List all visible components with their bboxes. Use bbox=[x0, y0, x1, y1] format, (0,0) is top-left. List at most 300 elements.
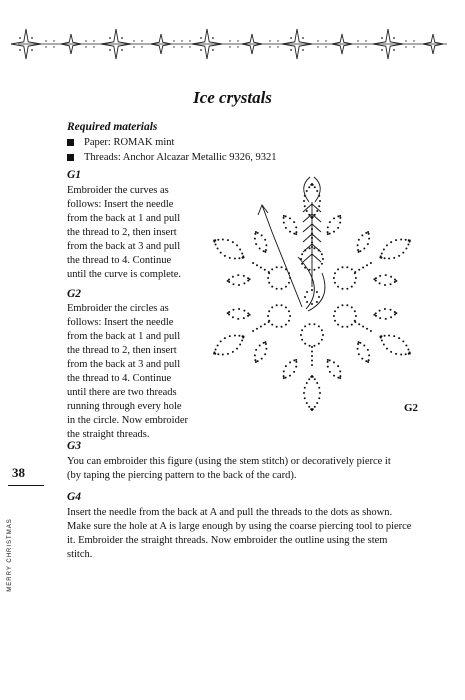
pierce-dot bbox=[354, 282, 356, 284]
border-dot bbox=[365, 46, 366, 47]
pierce-dot bbox=[405, 248, 407, 250]
border-dot bbox=[19, 49, 21, 51]
pierce-dot bbox=[341, 326, 343, 328]
pierce-dot bbox=[285, 377, 287, 379]
pierce-dot bbox=[295, 359, 297, 361]
border-dot bbox=[357, 40, 358, 41]
pierce-dot bbox=[264, 239, 266, 241]
pierce-dot bbox=[329, 221, 331, 223]
pierce-dot bbox=[390, 276, 392, 278]
pierce-dot bbox=[395, 239, 397, 241]
border-dot bbox=[189, 46, 190, 47]
pierce-dot bbox=[289, 315, 291, 317]
pierce-dot bbox=[264, 353, 266, 355]
pierce-dot bbox=[234, 334, 236, 336]
pierce-dot bbox=[333, 231, 335, 233]
pierce-dot bbox=[381, 252, 383, 254]
pierce-dot bbox=[311, 355, 313, 357]
pierce-dot bbox=[402, 252, 404, 254]
pierce-dot bbox=[333, 361, 335, 363]
pierce-dot bbox=[367, 361, 369, 363]
pierce-dot bbox=[318, 267, 320, 269]
pierce-dot bbox=[256, 264, 258, 266]
section-heading-g1: G1 bbox=[67, 169, 82, 181]
border-dot bbox=[45, 40, 46, 41]
section-heading-g2: G2 bbox=[67, 288, 82, 300]
pierce-dot bbox=[333, 277, 335, 279]
pierce-dot bbox=[381, 335, 383, 337]
pierce-dot bbox=[255, 349, 257, 351]
pierce-dot bbox=[237, 274, 239, 276]
pierce-dot bbox=[337, 306, 339, 308]
pierce-dot bbox=[285, 324, 287, 326]
pierce-dot bbox=[227, 353, 229, 355]
pierce-dot bbox=[281, 288, 283, 290]
pierce-dot bbox=[241, 257, 243, 259]
pierce-dot bbox=[341, 304, 343, 306]
pierce-dot bbox=[283, 217, 285, 219]
pierce-dot bbox=[271, 306, 273, 308]
pierce-dot bbox=[311, 360, 313, 362]
pierce-dot bbox=[358, 239, 360, 241]
pierce-dot bbox=[386, 348, 388, 350]
border-dot bbox=[200, 37, 202, 39]
stitched-leaf-curve bbox=[304, 177, 310, 202]
pierce-dot bbox=[341, 288, 343, 290]
pierce-dot bbox=[367, 243, 369, 245]
materials-heading: Required materials bbox=[67, 121, 158, 133]
pierce-dot bbox=[217, 344, 219, 346]
pierce-dot bbox=[243, 310, 245, 312]
pierce-dot bbox=[283, 222, 285, 224]
pierce-dot bbox=[337, 324, 339, 326]
pierce-dot bbox=[304, 296, 306, 298]
pierce-dot bbox=[385, 274, 387, 276]
border-dot bbox=[290, 37, 292, 39]
border-dot bbox=[93, 46, 94, 47]
pierce-dot bbox=[339, 222, 341, 224]
pierce-dot bbox=[236, 244, 238, 246]
pierce-dot bbox=[232, 351, 234, 353]
pierce-dot bbox=[311, 346, 313, 348]
border-dot bbox=[121, 49, 123, 51]
pierce-dot bbox=[217, 248, 219, 250]
pierce-dot bbox=[259, 248, 261, 250]
pierce-dot bbox=[384, 284, 386, 286]
pierce-dot bbox=[318, 343, 320, 345]
pierce-dot bbox=[379, 275, 381, 277]
pierce-dot bbox=[306, 402, 308, 404]
pierce-dot bbox=[232, 283, 234, 285]
pierce-dot bbox=[358, 251, 360, 253]
pierce-dot bbox=[368, 354, 370, 356]
pierce-dot bbox=[363, 248, 365, 250]
pierce-dot bbox=[322, 334, 324, 336]
border-dot bbox=[53, 46, 54, 47]
pierce-dot bbox=[383, 344, 385, 346]
pierce-dot bbox=[393, 335, 395, 337]
pierce-dot bbox=[388, 258, 390, 260]
pierce-dot bbox=[368, 238, 370, 240]
border-dot bbox=[181, 40, 182, 41]
pierce-dot bbox=[321, 263, 323, 265]
pierce-dot bbox=[265, 244, 267, 246]
pierce-dot bbox=[333, 217, 335, 219]
pierce-dot bbox=[268, 271, 270, 273]
section-heading-g3: G3 bbox=[67, 440, 82, 452]
pierce-dot bbox=[285, 286, 287, 288]
pierce-dot bbox=[289, 375, 291, 377]
pierce-dot bbox=[254, 233, 256, 235]
pierce-dot bbox=[337, 227, 339, 229]
pierce-dot bbox=[390, 241, 392, 243]
pierce-dot bbox=[224, 255, 226, 257]
pierce-dot bbox=[309, 323, 311, 325]
pierce-dot bbox=[383, 248, 385, 250]
pierce-dot bbox=[239, 344, 241, 346]
pierce-dot bbox=[333, 375, 335, 377]
section-text-g1: Embroider the curves as follows: Insert the needle from the back at 1 and pull the thread to 2, then insert from the back at 3 and pull the thread to 4. Continue until the curve is complete. bbox=[67, 185, 182, 280]
pierce-dot bbox=[247, 315, 249, 317]
pierce-dot bbox=[232, 241, 234, 243]
material-item-text: Paper: ROMAK mint bbox=[84, 137, 175, 148]
pierce-dot bbox=[285, 306, 287, 308]
pierce-dot bbox=[243, 282, 245, 284]
pierce-dot bbox=[327, 231, 329, 233]
border-dot bbox=[85, 40, 86, 41]
pierce-dot bbox=[271, 324, 273, 326]
border-dot bbox=[237, 40, 238, 41]
pierce-dot bbox=[313, 269, 315, 271]
pierce-dot bbox=[361, 234, 363, 236]
section-text-g3: You can embroider this figure (using the stem stitch) or decoratively pierce it (by taping the piercing pattern to the back of the card). bbox=[67, 456, 391, 481]
pierce-dot bbox=[316, 382, 318, 384]
pierce-dot bbox=[276, 288, 278, 290]
pierce-dot bbox=[333, 315, 335, 317]
pierce-dot bbox=[288, 282, 290, 284]
pierce-dot bbox=[222, 354, 224, 356]
page-number: 38 bbox=[12, 465, 25, 480]
pierce-dot bbox=[260, 267, 262, 269]
pierce-dot bbox=[346, 304, 348, 306]
pierce-dot bbox=[303, 392, 305, 394]
pierce-dot bbox=[281, 266, 283, 268]
border-dot bbox=[229, 46, 230, 47]
pierce-dot bbox=[379, 282, 381, 284]
pierce-dot bbox=[379, 310, 381, 312]
border-dot bbox=[237, 46, 238, 47]
pierce-dot bbox=[355, 277, 357, 279]
ice-crystal-pattern-figure bbox=[210, 172, 435, 422]
pierce-dot bbox=[308, 406, 310, 408]
pierce-dot bbox=[311, 364, 313, 366]
pierce-dot bbox=[285, 227, 287, 229]
pierce-dot bbox=[316, 402, 318, 404]
pierce-dot bbox=[265, 348, 267, 350]
pierce-dot bbox=[267, 315, 269, 317]
pierce-dot bbox=[265, 249, 267, 251]
pierce-dot bbox=[334, 282, 336, 284]
pierce-dot bbox=[311, 351, 313, 353]
pierce-dot bbox=[263, 342, 265, 344]
pierce-dot bbox=[295, 366, 297, 368]
pierce-dot bbox=[351, 268, 353, 270]
border-dot bbox=[357, 46, 358, 47]
pierce-dot bbox=[293, 221, 295, 223]
pierce-dot bbox=[213, 241, 215, 243]
pierce-dot bbox=[276, 326, 278, 328]
pierce-dot bbox=[243, 317, 245, 319]
border-dot bbox=[325, 46, 326, 47]
pierce-dot bbox=[254, 238, 256, 240]
pierce-dot bbox=[318, 325, 320, 327]
pierce-dot bbox=[268, 310, 270, 312]
pierce-dot bbox=[306, 190, 308, 192]
pierce-dot bbox=[390, 316, 392, 318]
pierce-dot bbox=[327, 366, 329, 368]
border-dot bbox=[173, 40, 174, 41]
pierce-dot bbox=[346, 288, 348, 290]
border-dot bbox=[85, 46, 86, 47]
pierce-dot bbox=[220, 252, 222, 254]
pierce-dot bbox=[359, 342, 361, 344]
pierce-dot bbox=[304, 397, 306, 399]
pierce-dot bbox=[238, 284, 240, 286]
pierce-dot bbox=[285, 215, 287, 217]
border-dot bbox=[109, 37, 111, 39]
pierce-dot bbox=[339, 375, 341, 377]
running-head-text: MERRY CHRISTMAS bbox=[7, 518, 13, 592]
pierce-dot bbox=[394, 279, 396, 281]
border-dot bbox=[302, 37, 304, 39]
pierce-dot bbox=[321, 253, 323, 255]
pierce-dot bbox=[398, 337, 400, 339]
border-dot bbox=[181, 46, 182, 47]
pierce-dot bbox=[339, 215, 341, 217]
pierce-dot bbox=[322, 258, 324, 260]
pierce-dot bbox=[363, 344, 365, 346]
pierce-dot bbox=[337, 365, 339, 367]
pierce-dot bbox=[407, 348, 409, 350]
pierce-dot bbox=[334, 310, 336, 312]
pierce-dot bbox=[400, 238, 402, 240]
border-dot bbox=[53, 40, 54, 41]
border-dot bbox=[325, 40, 326, 41]
pierce-dot bbox=[228, 313, 230, 315]
pierce-dot bbox=[289, 231, 291, 233]
border-dot bbox=[212, 37, 214, 39]
pierce-dot bbox=[268, 282, 270, 284]
pierce-dot bbox=[263, 250, 265, 252]
pierce-dot bbox=[357, 244, 359, 246]
pierce-dot bbox=[319, 392, 321, 394]
pierce-dot bbox=[319, 200, 321, 202]
section-heading-g4: G4 bbox=[67, 491, 82, 503]
pierce-dot bbox=[405, 353, 407, 355]
pierce-dot bbox=[327, 361, 329, 363]
pierce-dot bbox=[357, 249, 359, 251]
pierce-dot bbox=[300, 334, 302, 336]
pierce-dot bbox=[310, 184, 312, 186]
pierce-dot bbox=[268, 321, 270, 323]
pierce-dot bbox=[409, 351, 411, 353]
pierce-dot bbox=[346, 266, 348, 268]
pierce-dot bbox=[255, 243, 257, 245]
pierce-dot bbox=[365, 360, 367, 362]
pierce-dot bbox=[354, 310, 356, 312]
pierce-dot bbox=[400, 354, 402, 356]
pierce-dot bbox=[318, 296, 320, 298]
pierce-dot bbox=[243, 275, 245, 277]
pierce-dot bbox=[295, 233, 297, 235]
border-dot bbox=[365, 40, 366, 41]
pierce-dot bbox=[402, 340, 404, 342]
pierce-dot bbox=[301, 339, 303, 341]
pierce-dot bbox=[265, 343, 267, 345]
page-title: Ice crystals bbox=[193, 88, 272, 107]
pierce-dot bbox=[255, 361, 257, 363]
border-dot bbox=[413, 46, 414, 47]
pierce-dot bbox=[358, 341, 360, 343]
pierce-dot bbox=[236, 348, 238, 350]
border-dot bbox=[45, 46, 46, 47]
border-dot bbox=[133, 40, 134, 41]
pierce-dot bbox=[306, 382, 308, 384]
pierce-dot bbox=[318, 205, 320, 207]
border-dot bbox=[189, 40, 190, 41]
pierce-dot bbox=[398, 255, 400, 257]
pierce-dot bbox=[375, 312, 377, 314]
pierce-dot bbox=[289, 361, 291, 363]
pierce-dot bbox=[309, 345, 311, 347]
pierce-dot bbox=[379, 317, 381, 319]
pierce-dot bbox=[257, 232, 259, 234]
material-item bbox=[67, 152, 276, 163]
border-dot bbox=[302, 49, 304, 51]
pierce-dot bbox=[337, 268, 339, 270]
pierce-dot bbox=[304, 343, 306, 345]
pierce-dot bbox=[304, 205, 306, 207]
pierce-dot bbox=[264, 323, 266, 325]
pierce-dot bbox=[283, 370, 285, 372]
pierce-dot bbox=[394, 313, 396, 315]
pierce-dot bbox=[259, 344, 261, 346]
pierce-dot bbox=[267, 277, 269, 279]
pierce-dot bbox=[316, 291, 318, 293]
pierce-dot bbox=[254, 354, 256, 356]
pierce-dot bbox=[407, 244, 409, 246]
pierce-dot bbox=[405, 344, 407, 346]
pierce-dot bbox=[354, 271, 356, 273]
pierce-dot bbox=[327, 226, 329, 228]
pierce-dot bbox=[295, 231, 297, 233]
border-dot bbox=[381, 49, 383, 51]
pierce-dot bbox=[285, 365, 287, 367]
pierce-dot bbox=[313, 247, 315, 249]
pierce-dot bbox=[358, 353, 360, 355]
pierce-dot bbox=[321, 329, 323, 331]
border-dot bbox=[290, 49, 292, 51]
pierce-dot bbox=[238, 335, 240, 337]
border-dot bbox=[200, 49, 202, 51]
border-dot bbox=[93, 40, 94, 41]
pierce-dot bbox=[247, 280, 249, 282]
stitched-leaf-curve bbox=[314, 177, 320, 202]
pierce-dot bbox=[254, 359, 256, 361]
decorative-star-border bbox=[0, 22, 465, 66]
pierce-dot bbox=[293, 233, 295, 235]
pierce-dot bbox=[288, 310, 290, 312]
pierce-dot bbox=[354, 321, 356, 323]
pierce-dot bbox=[260, 326, 262, 328]
pierce-dot bbox=[366, 328, 368, 330]
border-dot bbox=[393, 49, 395, 51]
pierce-dot bbox=[351, 324, 353, 326]
pierce-dot bbox=[386, 244, 388, 246]
pierce-dot bbox=[217, 239, 219, 241]
pierce-dot bbox=[257, 360, 259, 362]
pierce-dot bbox=[358, 323, 360, 325]
pierce-dot bbox=[339, 217, 341, 219]
pierce-dot bbox=[242, 337, 244, 339]
pierce-dot bbox=[281, 326, 283, 328]
pierce-dot bbox=[357, 348, 359, 350]
pierce-dot bbox=[361, 358, 363, 360]
border-dot bbox=[31, 37, 33, 39]
pierce-dot bbox=[301, 253, 303, 255]
pierce-dot bbox=[239, 248, 241, 250]
border-dot bbox=[277, 46, 278, 47]
border-dot bbox=[31, 49, 33, 51]
pierce-dot bbox=[276, 304, 278, 306]
border-dot bbox=[229, 40, 230, 41]
pierce-dot bbox=[334, 272, 336, 274]
pierce-dot bbox=[220, 340, 222, 342]
pierce-dot bbox=[329, 371, 331, 373]
pierce-dot bbox=[408, 239, 410, 241]
pierce-dot bbox=[316, 301, 318, 303]
pierce-dot bbox=[312, 408, 314, 410]
bullet-square-icon bbox=[67, 154, 74, 161]
border-dot bbox=[109, 49, 111, 51]
pierce-dot bbox=[304, 387, 306, 389]
pierce-dot bbox=[384, 257, 386, 259]
border-dot bbox=[141, 46, 142, 47]
border-dot bbox=[269, 40, 270, 41]
pierce-dot bbox=[228, 281, 230, 283]
pierce-dot bbox=[214, 353, 216, 355]
pierce-dot bbox=[283, 377, 285, 379]
pierce-dot bbox=[405, 239, 407, 241]
pierce-dot bbox=[327, 233, 329, 235]
pierce-dot bbox=[351, 306, 353, 308]
pierce-dot bbox=[312, 376, 314, 378]
pierce-dot bbox=[224, 337, 226, 339]
pierce-dot bbox=[252, 330, 254, 332]
pierce-dot bbox=[341, 266, 343, 268]
pierce-dot bbox=[276, 266, 278, 268]
pierce-dot bbox=[357, 343, 359, 345]
pierce-dot bbox=[337, 215, 339, 217]
pierce-dot bbox=[232, 276, 234, 278]
pierce-dot bbox=[281, 304, 283, 306]
border-dot bbox=[317, 40, 318, 41]
pierce-dot bbox=[367, 349, 369, 351]
pierce-dot bbox=[234, 258, 236, 260]
pierce-dot bbox=[385, 318, 387, 320]
pierce-dot bbox=[358, 269, 360, 271]
pierce-dot bbox=[390, 283, 392, 285]
